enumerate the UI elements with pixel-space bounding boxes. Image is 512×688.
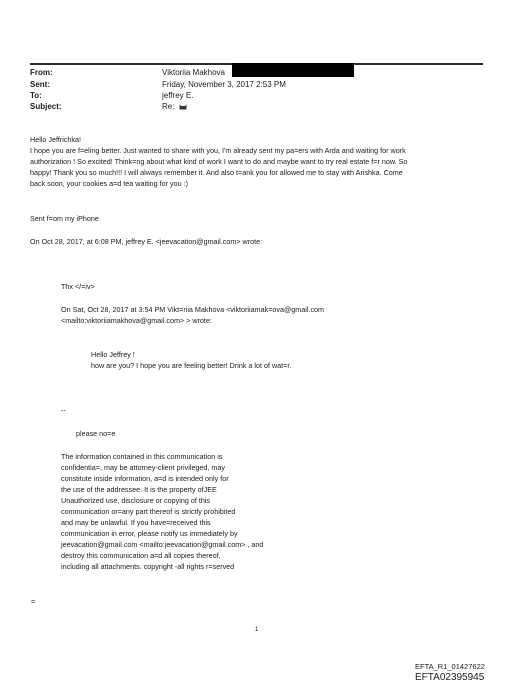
thx-line: Thx </=iv> <box>61 282 95 291</box>
separator-dashes: -- <box>61 406 66 415</box>
message-line-3: happy! Thank you so much!!! I will always remember it. And also t=ank you for allowed me to stay with Arishka. Come <box>30 168 403 177</box>
from-value: Viktoriia Makhova <box>162 68 225 77</box>
sent-label: Sent: <box>30 80 50 89</box>
inner-message: how are you? I hope you are feeling better! Drink a lot of wat=r. <box>91 361 292 370</box>
subject-text: Re: <box>162 102 175 111</box>
disclaimer-line: communication in error, please notify us immediately by <box>61 529 238 538</box>
cat-emoji-icon <box>179 103 187 110</box>
disclaimer-line: confidentia=, may be attorney-client privileged, may <box>61 463 225 472</box>
signature: Sent f=om my iPhone <box>30 214 99 223</box>
disclaimer-line: Unauthorized use, disclosure or copying of this <box>61 496 211 505</box>
inner-header-line-1: On Sat, Oct 28, 2017 at 3:54 PM Vikt=riia Makhova <viktoriiamak=ova@gmail.com <box>61 305 325 314</box>
inner-header-line-2: <mailto:viktoriiamakhova@gmail.com> > wrote: <box>61 316 212 325</box>
please-note: please no=e <box>76 429 116 438</box>
disclaimer-line: constitute inside information, a=d is intended only for <box>61 474 229 483</box>
disclaimer-line: including all attachments. copyright -all rights r=served <box>61 562 235 571</box>
disclaimer-line: destroy this communication a=d all copies thereof, <box>61 551 221 560</box>
to-label: To: <box>30 91 42 100</box>
disclaimer-line: the use of the addressee. It is the property ofJEE <box>61 485 217 494</box>
bates-id-large: EFTA02395945 <box>415 672 485 683</box>
redaction-box <box>232 63 354 77</box>
inner-greeting: Hello Jeffrey ! <box>91 350 135 359</box>
disclaimer-line: jeevacation@gmail.com <mailto:jeevacation@gmail.com> , and <box>61 540 264 549</box>
from-label: From: <box>30 68 53 77</box>
message-line-2: authorization ! So excited! Think=ng about what kind of work I want to do and maybe want to try real estate f=r now. So <box>30 157 408 166</box>
equals-sign: = <box>31 597 36 606</box>
disclaimer-line: and may be unlawful. If you have=received this <box>61 518 211 527</box>
sent-value: Friday, November 3, 2017 2:53 PM <box>162 80 286 89</box>
subject-value <box>162 102 187 111</box>
page-number: 1 <box>255 627 259 633</box>
subject-label: Subject: <box>30 102 62 111</box>
message-line-4: back soon, your cookies a=d tea waiting for you :) <box>30 179 189 188</box>
disclaimer-line: communication or=any part thereof is strictly prohibited <box>61 507 236 516</box>
bates-id-small: EFTA_R1_01427622 <box>415 662 485 671</box>
quote-header: On Oct 28, 2017, at 6:08 PM, jeffrey E. <jeevacation@gmail.com> wrote: <box>30 237 263 246</box>
message-line-1: I hope you are f=eling better. Just wanted to share with you, I'm already sent my pa=ers with Arda and waiting for work <box>30 146 406 155</box>
to-value: jeffrey E. <box>162 91 194 100</box>
greeting: Hello Jeffrichka! <box>30 135 82 144</box>
disclaimer-line: The information contained in this communication is <box>61 452 223 461</box>
